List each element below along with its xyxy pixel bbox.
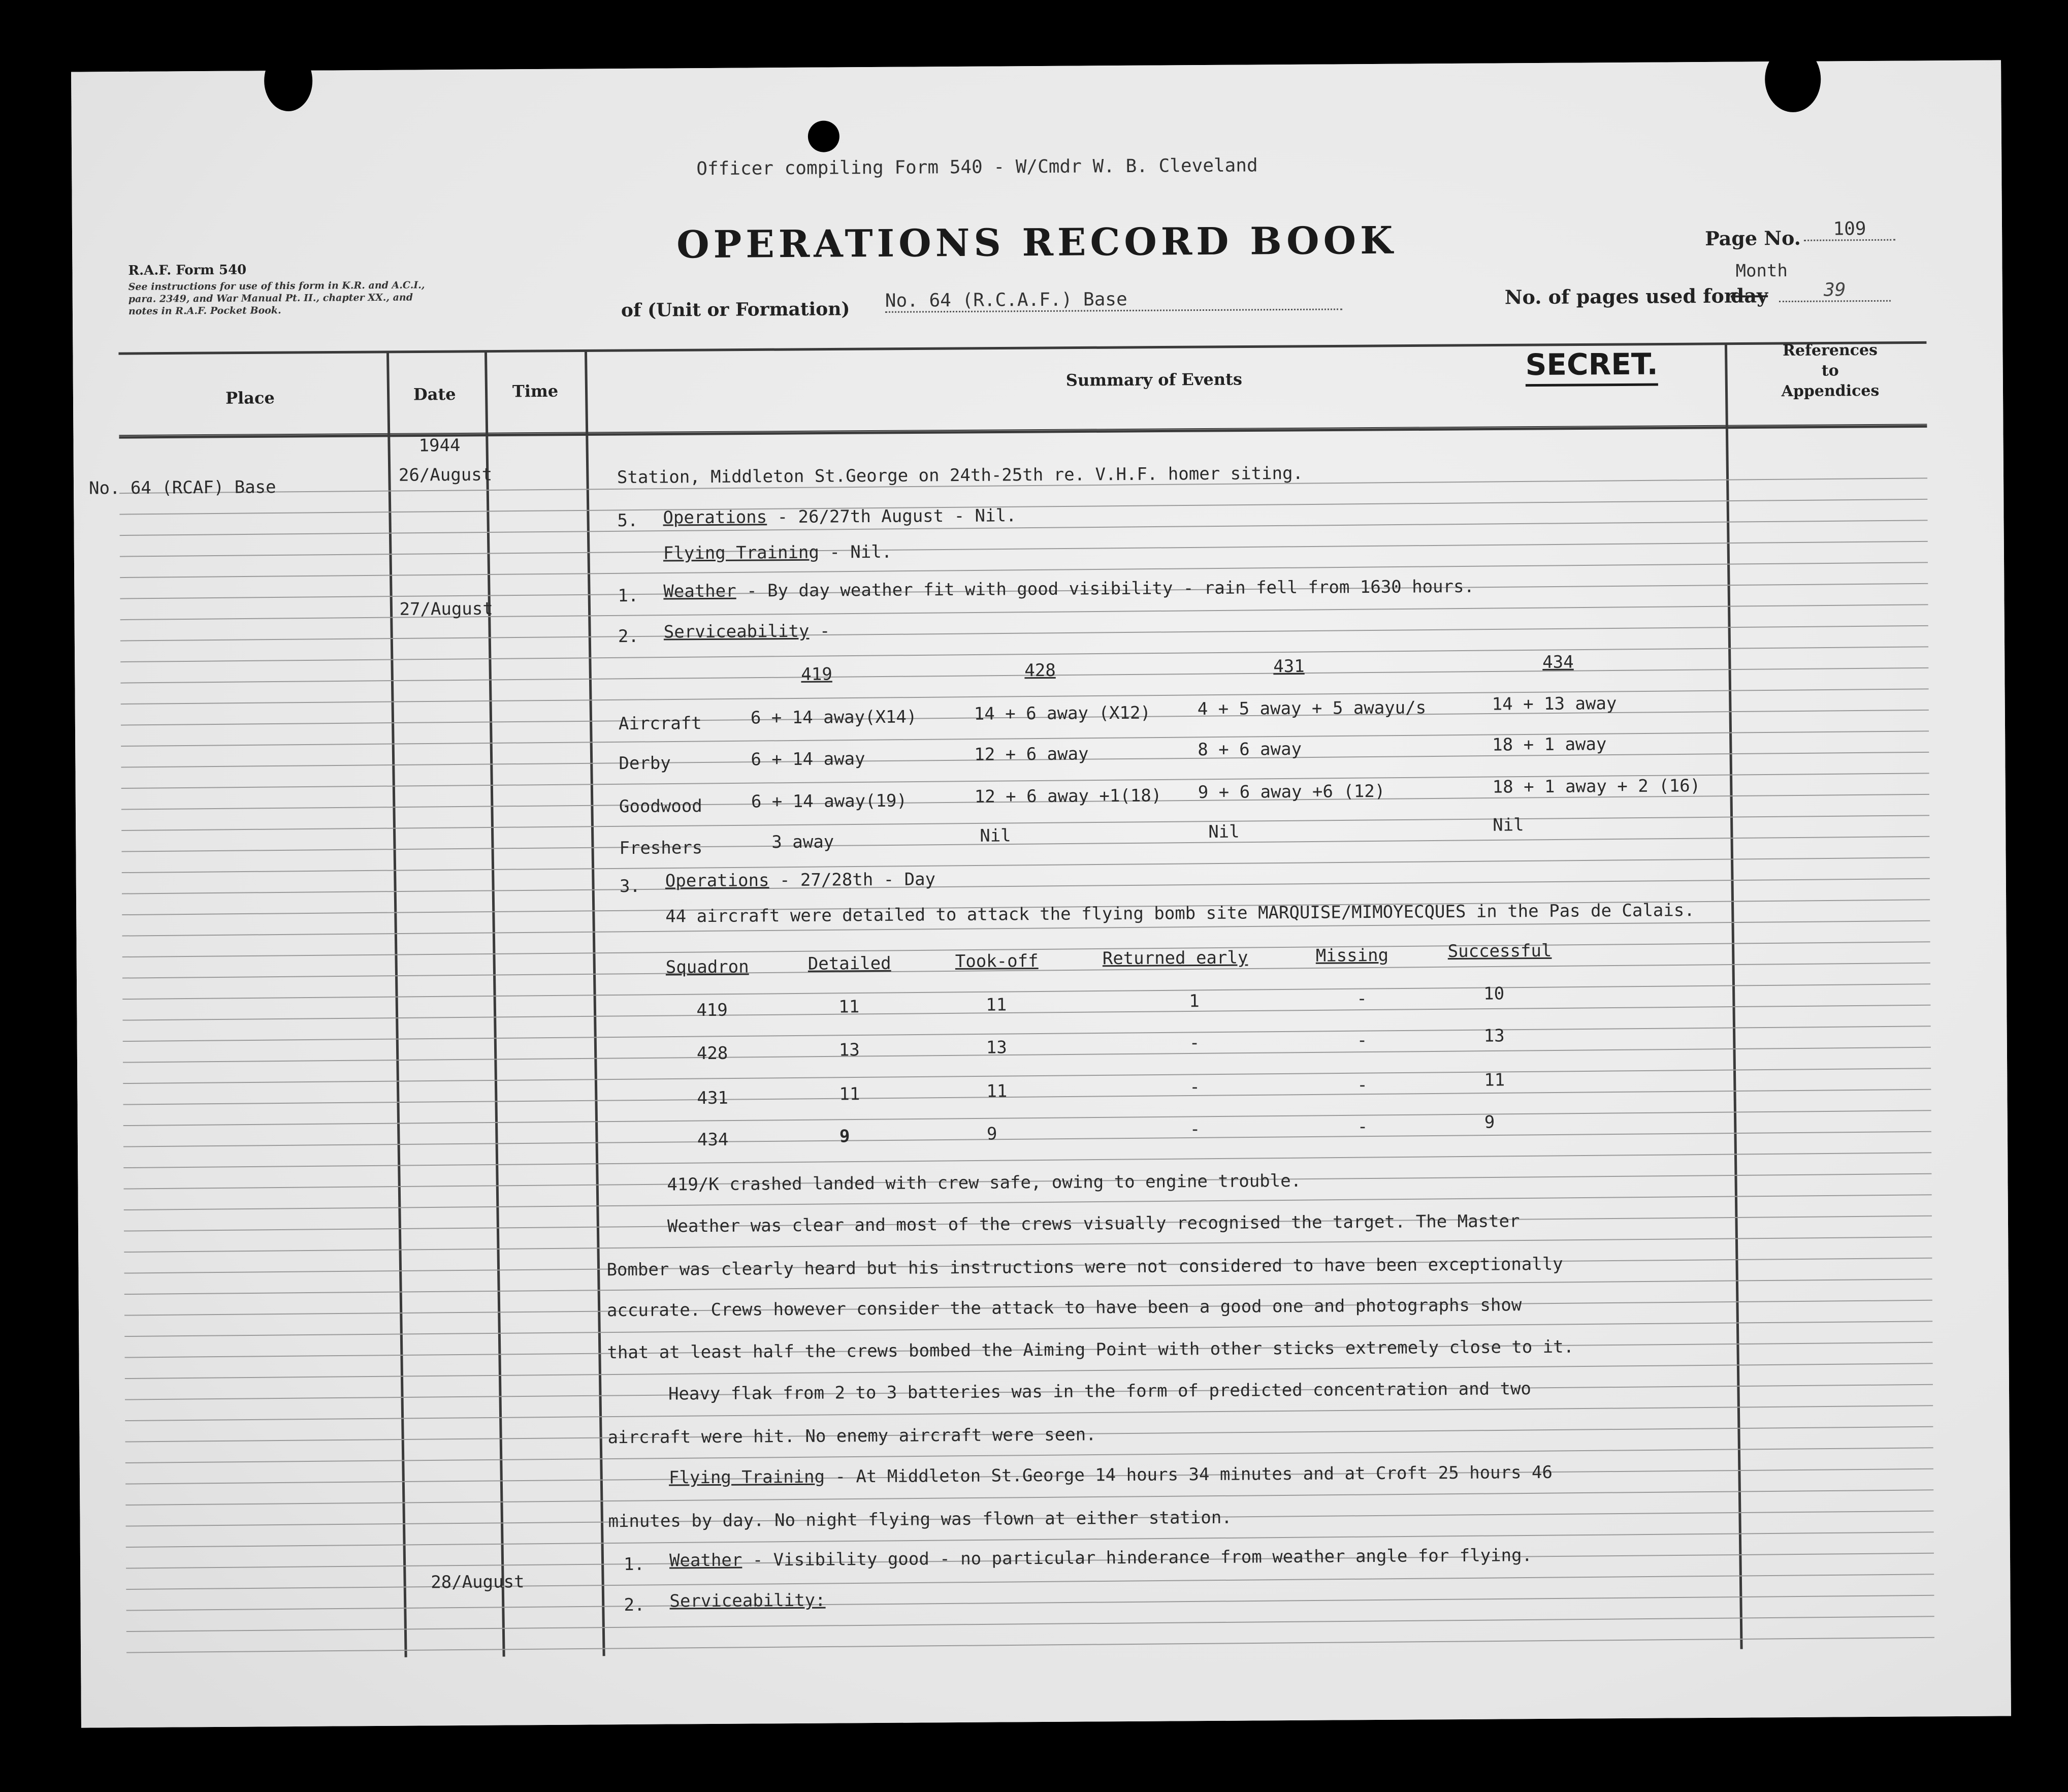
ruled-line: [126, 1532, 1934, 1547]
ops-cell: -: [1189, 1119, 1201, 1140]
heading-flying-training: Flying Training: [668, 1466, 825, 1488]
serv-cell: 8 + 6 away: [1198, 739, 1302, 760]
ruled-line: [122, 879, 1930, 894]
summary-line: Flying Training - Nil.: [663, 541, 892, 564]
item-number: 1.: [618, 585, 639, 606]
serv-cell: 6 + 14 away: [751, 749, 865, 770]
summary-line: Serviceability -: [663, 621, 830, 643]
date-28-august: 28/August: [431, 1572, 525, 1593]
pages-used-label: No. of pages used for: [1504, 284, 1735, 309]
instruction-line-3: notes in R.A.F. Pocket Book.: [128, 305, 281, 317]
item-number: 2.: [624, 1594, 645, 1616]
ruled-line: [125, 1405, 1933, 1421]
serv-cell: Nil: [1493, 815, 1524, 836]
summary-line: aircraft were hit. No enemy aircraft were seen.: [607, 1424, 1096, 1448]
serv-cell: Nil: [1208, 821, 1240, 842]
serv-row-label: Aircraft: [618, 713, 702, 734]
form-name: R.A.F. Form 540: [128, 262, 247, 278]
references-line-2: to: [1821, 362, 1839, 380]
ops-cell: -: [1356, 1030, 1368, 1051]
ruled-line: [123, 1132, 1931, 1147]
column-header-place: Place: [225, 388, 275, 408]
ruled-line: [123, 1090, 1931, 1105]
ops-header: Successful: [1447, 940, 1552, 962]
pages-used-value: 39: [1779, 279, 1891, 302]
ruled-line: [125, 1490, 1933, 1505]
date-year: 1944: [418, 435, 461, 456]
serv-squadron-419: 419: [801, 664, 832, 685]
ruled-line: [123, 1153, 1931, 1168]
pages-used-month: Month: [1735, 260, 1788, 281]
ruled-line: [124, 1237, 1932, 1252]
summary-line: Flying Training - At Middleton St.George 14 hours 34 minutes and at Croft 25 hours 46: [668, 1462, 1553, 1488]
unit-value: No. 64 (R.C.A.F.) Base: [885, 287, 1342, 312]
ops-cell: -: [1189, 1033, 1200, 1053]
item-number: 2.: [618, 626, 639, 647]
ruled-line: [121, 837, 1929, 852]
ops-cell: 419: [696, 1000, 728, 1021]
ops-cell: -: [1189, 1077, 1200, 1098]
page-number-value: 109: [1804, 218, 1895, 241]
serv-squadron-428: 428: [1024, 660, 1056, 681]
ops-header: Squadron: [665, 956, 749, 978]
serv-cell: 6 + 14 away(X14): [750, 707, 917, 728]
heading-operations: Operations: [665, 870, 769, 891]
ops-cell: 9: [1484, 1112, 1495, 1133]
instruction-line-2: para. 2349, and War Manual Pt. II., chapter XX., and: [128, 292, 413, 305]
summary-line: Operations - 26/27th August - Nil.: [663, 505, 1017, 528]
ops-cell: 1: [1189, 991, 1200, 1012]
summary-line: Weather was clear and most of the crews visually recognised the target. The Master: [667, 1211, 1520, 1237]
ops-cell: 9: [839, 1126, 850, 1147]
serv-row-label: Freshers: [619, 838, 703, 859]
heading-weather: Weather: [663, 581, 736, 602]
heading-serviceability: Serviceability: [663, 621, 810, 643]
ops-cell: -: [1357, 1075, 1368, 1096]
summary-line: Operations - 27/28th - Day: [665, 869, 936, 891]
ops-header: Returned early: [1102, 947, 1248, 969]
serv-cell: 14 + 6 away (X12): [974, 702, 1151, 724]
summary-line: 44 aircraft were detailed to attack the flying bomb site MARQUISE/MIMOYECQUES in the Pas de Calais.: [665, 900, 1695, 927]
ruled-line: [126, 1595, 1934, 1611]
ruled-line: [123, 1068, 1931, 1083]
ruled-line: [125, 1448, 1933, 1463]
item-number: 1.: [623, 1554, 645, 1575]
heading-serviceability: Serviceability:: [669, 1590, 826, 1612]
date-27-august: 27/August: [399, 598, 493, 620]
ops-cell: -: [1356, 988, 1367, 1009]
ruled-line: [126, 1616, 1934, 1631]
ruled-line: [124, 1279, 1932, 1294]
summary-line: accurate. Crews however consider the attack to have been a good one and photographs show: [606, 1295, 1522, 1321]
summary-line: that at least half the crews bombed the Aiming Point with other sticks extremely close to it.: [607, 1336, 1574, 1363]
heading-weather: Weather: [669, 1550, 742, 1571]
ruled-line: [126, 1574, 1934, 1589]
ruled-line: [123, 1110, 1931, 1126]
ruled-line: [122, 984, 1930, 999]
ops-cell: 9: [986, 1124, 997, 1144]
page-number-label: Page No.: [1705, 226, 1801, 250]
ops-cell: 13: [986, 1037, 1007, 1058]
instruction-line-1: See instructions for use of this form in K.R. and A.C.I.,: [128, 279, 425, 293]
serv-cell: 4 + 5 away + 5 awayu/s: [1197, 697, 1427, 720]
summary-line: Bomber was clearly heard but his instructions were not considered to have been exceptionally: [606, 1254, 1563, 1281]
summary-line: Weather - Visibility good - no particular hinderance from weather angle for flying.: [669, 1545, 1533, 1571]
ruled-line: [126, 1638, 1934, 1653]
secret-stamp: SECRET.: [1525, 347, 1658, 387]
ops-cell: 11: [838, 997, 860, 1017]
serv-cell: Nil: [980, 825, 1011, 846]
ops-cell: 428: [696, 1043, 728, 1064]
unit-label: of (Unit or Formation): [621, 298, 850, 322]
ops-cell: 10: [1483, 983, 1505, 1004]
serv-cell: 9 + 6 away +6 (12): [1198, 781, 1385, 803]
ops-cell: 11: [1484, 1070, 1505, 1091]
column-header-references: [1743, 340, 1917, 402]
serv-cell: 6 + 14 away(19): [751, 790, 908, 812]
serv-squadron-434: 434: [1542, 652, 1574, 673]
date-26-august: 26/August: [398, 464, 493, 486]
serv-cell: 18 + 1 away: [1492, 734, 1607, 755]
references-line-1: References: [1782, 341, 1878, 360]
ruled-line: [124, 1195, 1932, 1210]
item-number: 3.: [619, 876, 640, 897]
ops-cell: 11: [986, 995, 1007, 1015]
pages-used-struck: day: [1730, 284, 1768, 307]
page-title: OPERATIONS RECORD BOOK: [676, 218, 1397, 267]
summary-line: minutes by day. No night flying was flown at either station.: [608, 1507, 1232, 1532]
compiler-line: Officer compiling Form 540 - W/Cmdr W. B. Cleveland: [696, 155, 1258, 180]
ops-cell: 13: [1483, 1026, 1505, 1046]
ops-header: Missing: [1315, 945, 1389, 966]
serv-row-label: Goodwood: [619, 796, 702, 817]
ruled-line: [124, 1321, 1932, 1336]
ops-cell: 13: [838, 1040, 860, 1061]
column-header-time: Time: [512, 381, 559, 401]
heading-flying-training: Flying Training: [663, 542, 820, 564]
ops-cell: 434: [697, 1129, 729, 1150]
serv-row-label: Derby: [619, 753, 671, 774]
form-instructions: [128, 279, 425, 317]
ops-cell: 431: [697, 1087, 728, 1109]
ruled-line: [123, 1047, 1931, 1063]
summary-line: Heavy flak from 2 to 3 batteries was in the form of predicted concentration and two: [668, 1379, 1532, 1404]
ops-header: Took-off: [955, 951, 1039, 972]
heading-operations: Operations: [663, 507, 767, 528]
ruled-line: [125, 1363, 1933, 1379]
ruled-line: [122, 1005, 1930, 1020]
summary-line: Station, Middleton St.George on 24th-25th re. V.H.F. homer siting.: [617, 463, 1304, 488]
item-number: 5.: [617, 510, 638, 531]
summary-line: Weather - By day weather fit with good visibility - rain fell from 1630 hours.: [663, 576, 1475, 602]
form-page: [71, 60, 2011, 1727]
column-header-date: Date: [413, 385, 456, 404]
ruled-line: [121, 815, 1929, 830]
ops-cell: 11: [839, 1084, 860, 1105]
serv-cell: 12 + 6 away: [974, 744, 1089, 765]
serv-cell: 12 + 6 away +1(18): [974, 785, 1162, 807]
references-line-3: Appendices: [1781, 381, 1880, 401]
ops-header: Detailed: [807, 953, 891, 974]
ops-cell: 11: [986, 1081, 1008, 1102]
column-header-summary: Summary of Events: [1065, 369, 1243, 390]
serv-squadron-431: 431: [1273, 656, 1305, 677]
serv-cell: 3 away: [771, 831, 834, 853]
serv-cell: 14 + 13 away: [1492, 693, 1617, 715]
serv-cell: 18 + 1 away + 2 (16): [1492, 776, 1701, 797]
summary-line: 419/K crashed landed with crew safe, owing to engine trouble.: [667, 1170, 1302, 1195]
ruled-line: [122, 857, 1930, 873]
ops-cell: -: [1357, 1116, 1368, 1137]
ruled-line: [123, 1026, 1931, 1041]
place-entry: No. 64 (RCAF) Base: [88, 477, 276, 499]
